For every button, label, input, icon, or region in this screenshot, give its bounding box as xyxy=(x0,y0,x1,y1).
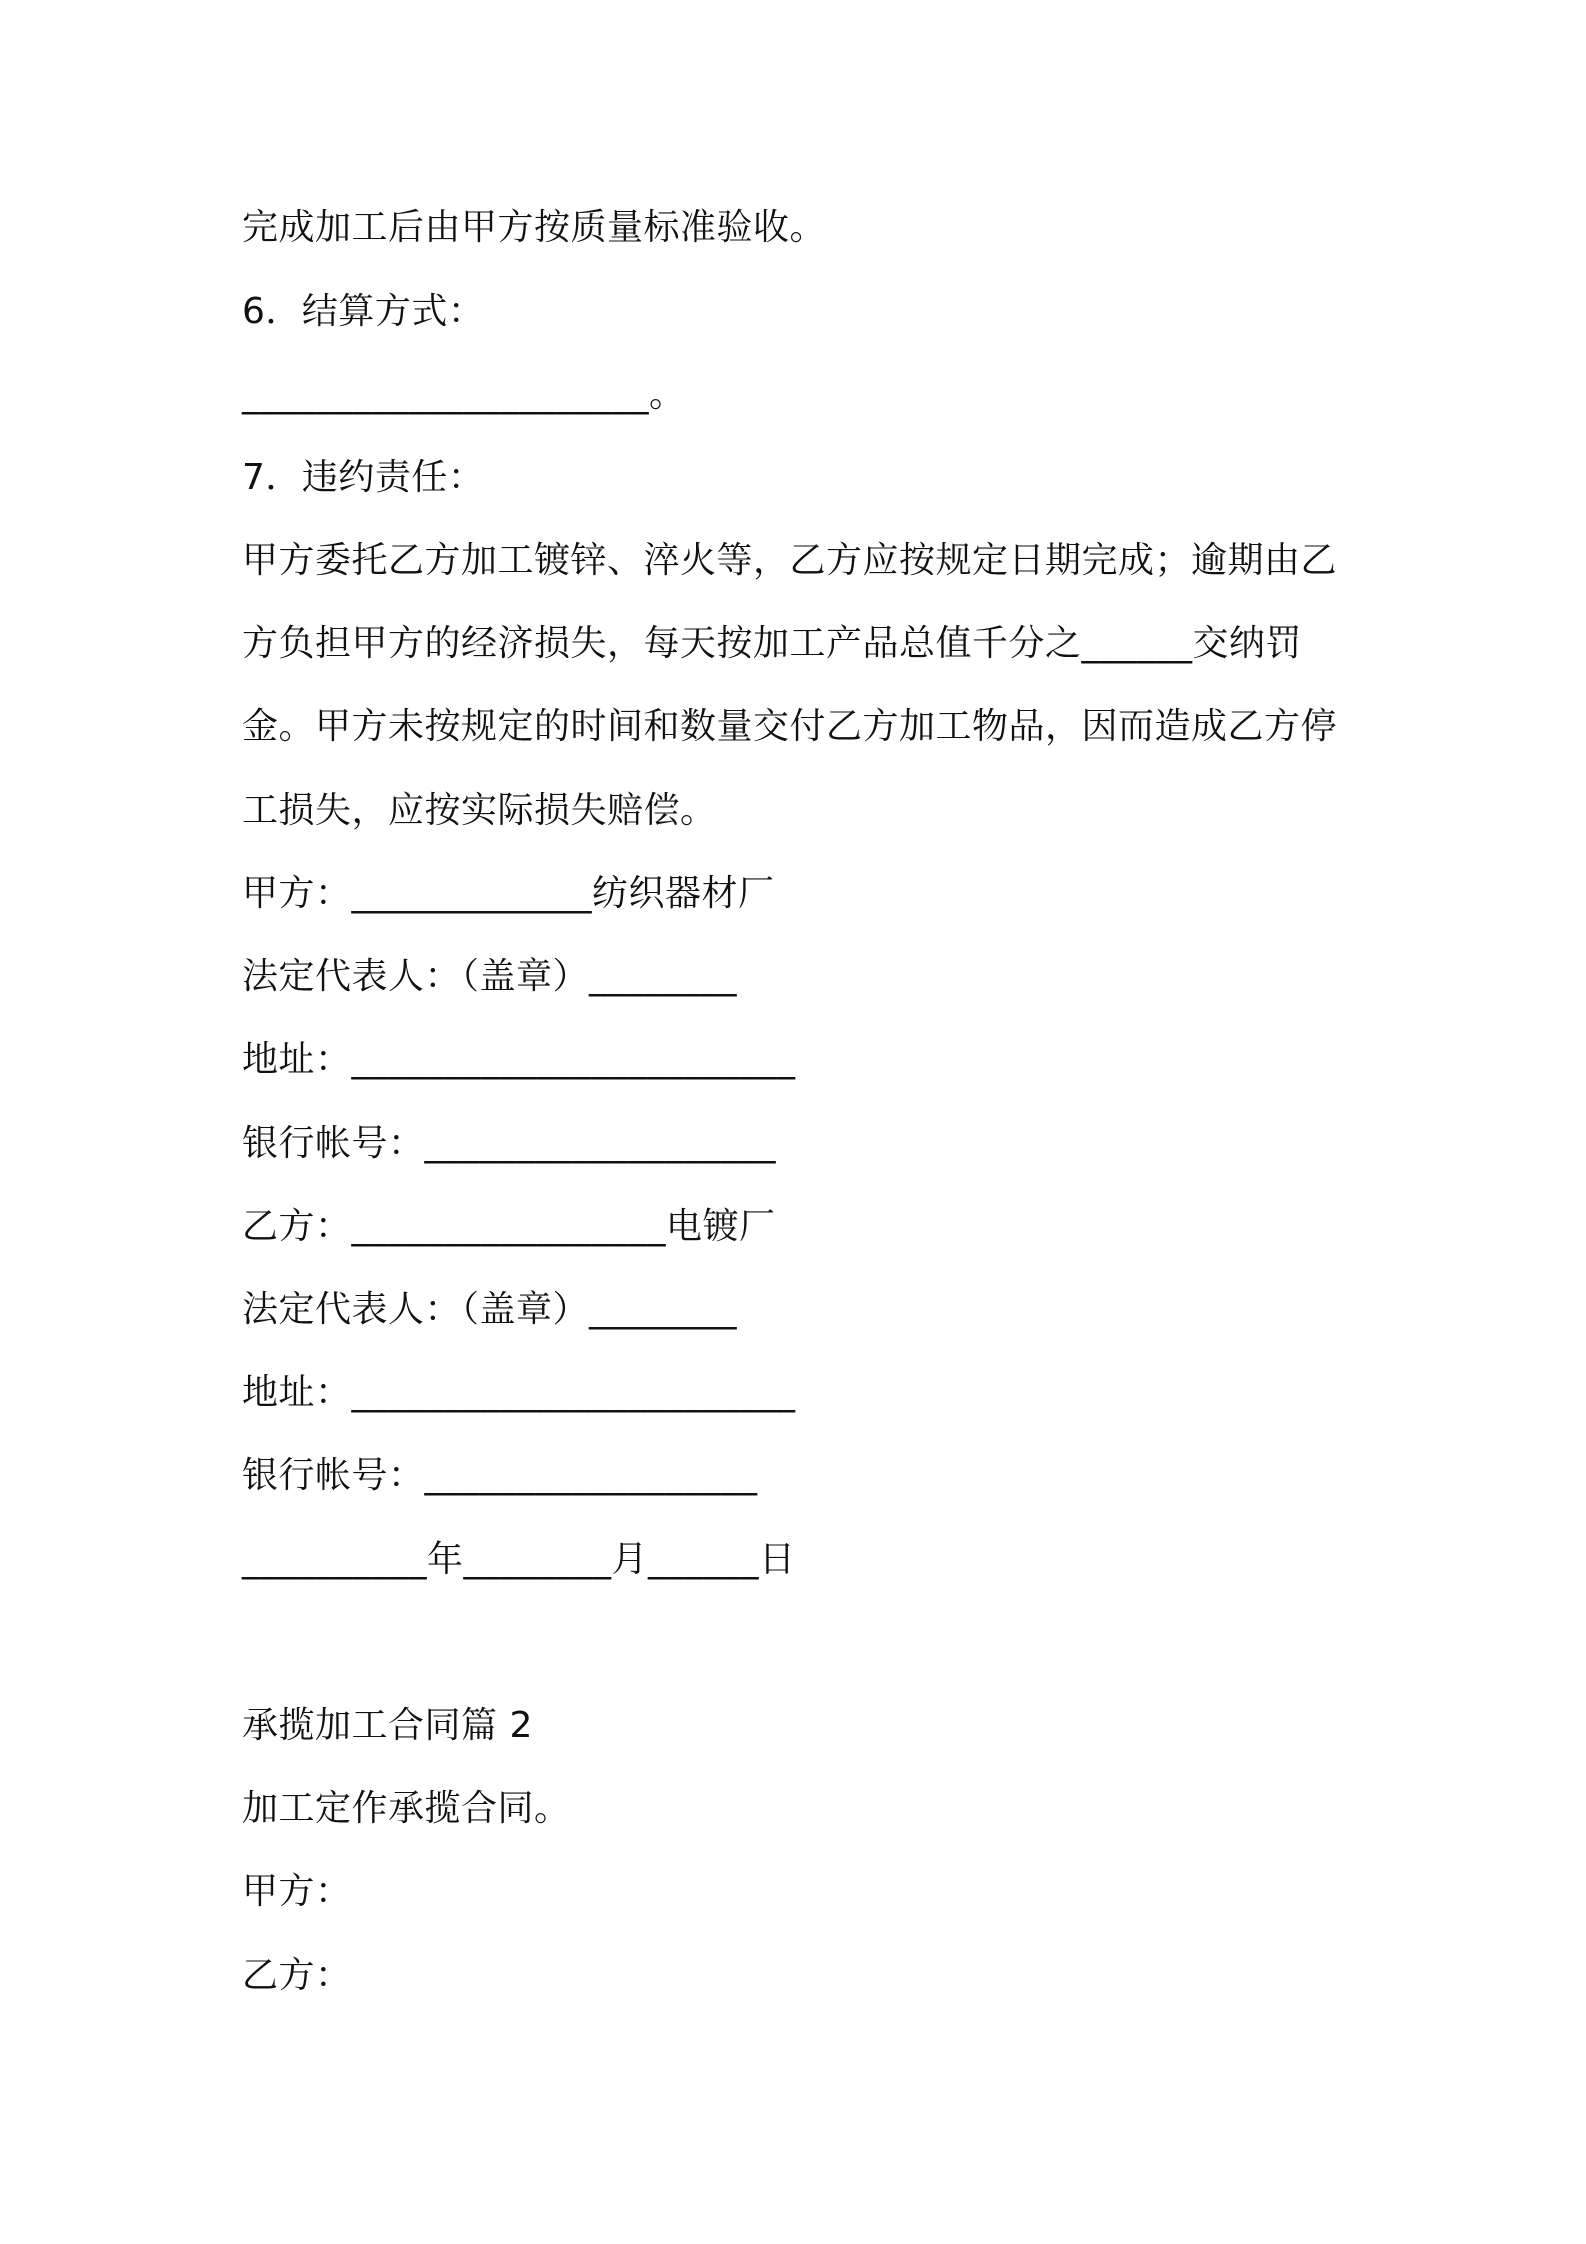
party-b-address-line: 地址：________________________ xyxy=(242,1372,796,1413)
clause7-paragraph-line-2: 方负担甲方的经济损失，每天按加工产品总值千分之______交纳罚 xyxy=(242,623,1303,664)
clause5-end-text: 完成加工后由甲方按质量标准验收。 xyxy=(242,207,827,248)
clause6-title: 6．结算方式： xyxy=(242,291,485,332)
clause7-paragraph-line-1: 甲方委托乙方加工镀锌、淬火等，乙方应按规定日期完成；逾期由乙 xyxy=(242,540,1338,581)
date-line: __________年________月______日 xyxy=(242,1539,796,1580)
section2-title: 承揽加工合同篇 2 xyxy=(242,1705,533,1746)
clause6-blank-line: ______________________。 xyxy=(242,374,686,415)
section2-party-a: 甲方： xyxy=(242,1871,352,1912)
party-b-bank-account-line: 银行帐号：__________________ xyxy=(242,1455,758,1496)
section2-subtitle: 加工定作承揽合同。 xyxy=(242,1788,571,1829)
party-a-address-line: 地址：________________________ xyxy=(242,1039,796,1080)
clause7-paragraph-line-4: 工损失，应按实际损失赔偿。 xyxy=(242,790,717,831)
clause7-title: 7．违约责任： xyxy=(242,457,485,498)
party-a-representative-line: 法定代表人：（盖章）________ xyxy=(242,956,738,997)
clause7-paragraph-line-3: 金。甲方未按规定的时间和数量交付乙方加工物品，因而造成乙方停 xyxy=(242,706,1338,747)
party-a-line: 甲方：_____________纺织器材厂 xyxy=(242,873,775,914)
party-b-line: 乙方：_________________电镀厂 xyxy=(242,1206,776,1247)
party-a-bank-account-line: 银行帐号：___________________ xyxy=(242,1123,777,1164)
section2-party-b: 乙方： xyxy=(242,1955,352,1996)
party-b-representative-line: 法定代表人：（盖章）________ xyxy=(242,1289,738,1330)
